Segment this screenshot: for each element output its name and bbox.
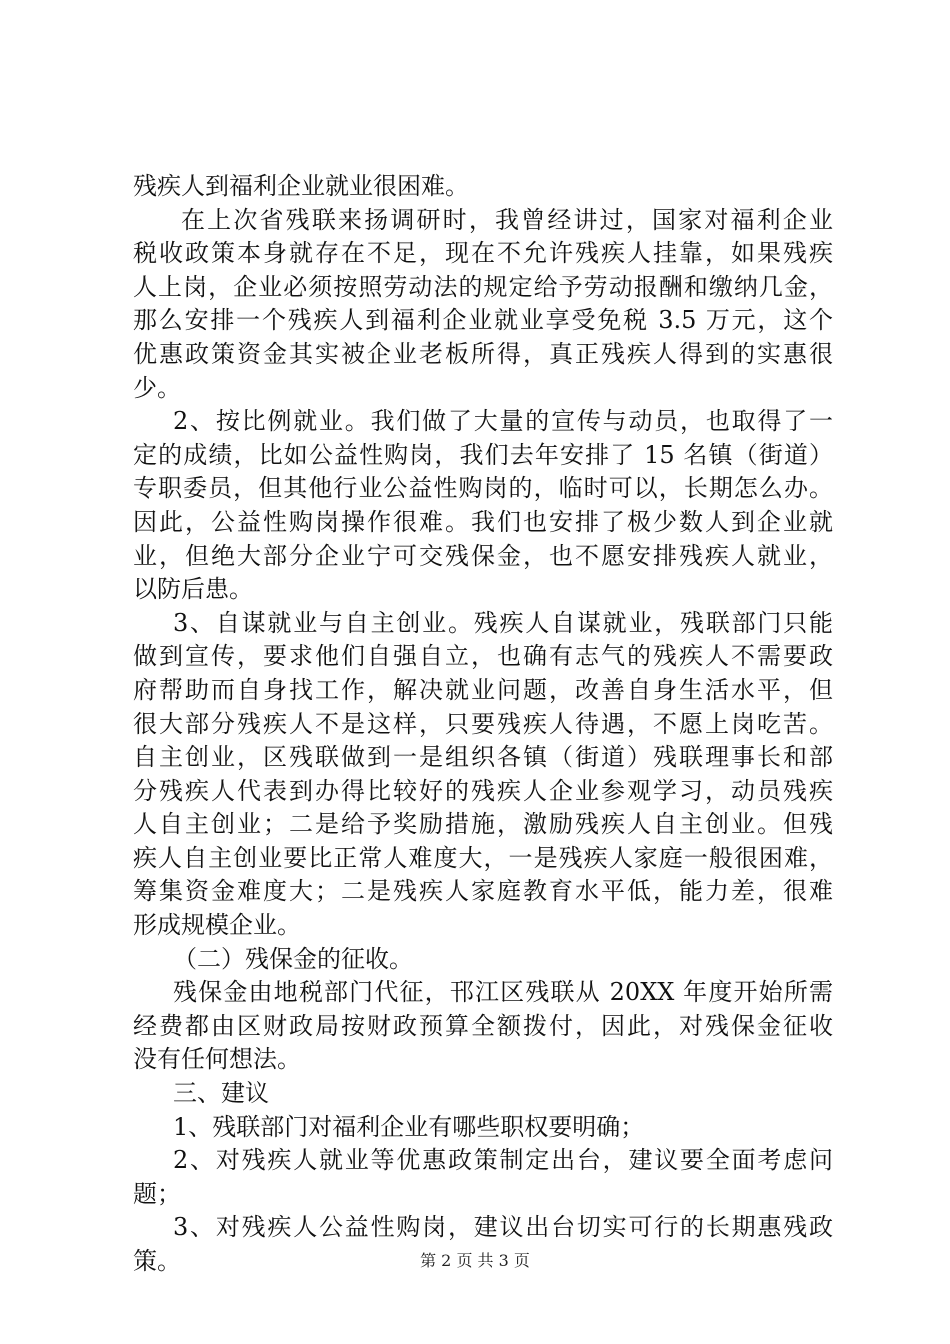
text-line: 筹集资金难度大；二是残疾人家庭教育水平低，能力差，很难	[133, 877, 833, 906]
text-line: 没有任何想法。	[133, 1045, 301, 1074]
text-line: 在上次省残联来扬调研时，我曾经讲过，国家对福利企业	[181, 205, 833, 234]
text-line: 2、对残疾人就业等优惠政策制定出台，建议要全面考虑问	[173, 1146, 833, 1175]
document-body	[133, 170, 833, 1279]
text-line: 人自主创业；二是给予奖励措施，激励残疾人自主创业。但残	[133, 810, 833, 839]
text-line: 分残疾人代表到办得比较好的残疾人企业参观学习，动员残疾	[133, 776, 833, 805]
text-line: 优惠政策资金其实被企业老板所得，真正残疾人得到的实惠很	[133, 339, 833, 368]
text-line: 以防后患。	[133, 575, 253, 604]
text-line: 2、按比例就业。我们做了大量的宣传与动员，也取得了一	[173, 407, 833, 436]
text-line: 少。	[133, 373, 181, 402]
text-line: 3、对残疾人公益性购岗，建议出台切实可行的长期惠残政	[173, 1213, 833, 1242]
text-line: 因此，公益性购岗操作很难。我们也安排了极少数人到企业就	[133, 507, 833, 536]
text-line: 3、自谋就业与自主创业。残疾人自谋就业，残联部门只能	[173, 608, 833, 637]
text-line: 那么安排一个残疾人到福利企业就业享受免税 3.5 万元，这个	[133, 306, 833, 335]
text-line: 疾人自主创业要比正常人难度大，一是残疾人家庭一般很困难，	[133, 843, 833, 872]
text-line: 税收政策本身就存在不足，现在不允许残疾人挂靠，如果残疾	[133, 239, 833, 268]
text-line: 人上岗，企业必须按照劳动法的规定给予劳动报酬和缴纳几金，	[133, 272, 833, 301]
text-line: 做到宣传，要求他们自强自立，也确有志气的残疾人不需要政	[133, 642, 833, 671]
page-footer: 第 2 页 共 3 页	[420, 1251, 530, 1270]
text-line: 三、建议	[173, 1079, 269, 1108]
text-line: 自主创业，区残联做到一是组织各镇（街道）残联理事长和部	[133, 743, 833, 772]
text-line: 残保金由地税部门代征，邗江区残联从 20XX 年度开始所需	[173, 978, 833, 1007]
text-line: 残疾人到福利企业就业很困难。	[133, 172, 469, 200]
text-line: 策。	[133, 1247, 181, 1275]
text-line: 府帮助而自身找工作，解决就业问题，改善自身生活水平，但	[133, 675, 833, 704]
text-line: 专职委员，但其他行业公益性购岗的，临时可以，长期怎么办。	[133, 474, 833, 503]
text-line: 形成规模企业。	[133, 911, 301, 940]
text-line: 定的成绩，比如公益性购岗，我们去年安排了 15 名镇（街道）	[133, 440, 833, 469]
text-line: 业，但绝大部分企业宁可交残保金，也不愿安排残疾人就业，	[133, 541, 833, 570]
text-line: 题；	[133, 1179, 181, 1208]
text-line: 1、残联部门对福利企业有哪些职权要明确；	[173, 1112, 645, 1141]
text-line: 经费都由区财政局按财政预算全额拨付，因此，对残保金征收	[133, 1011, 833, 1040]
text-line: 很大部分残疾人不是这样，只要残疾人待遇，不愿上岗吃苦。	[133, 709, 833, 738]
text-line: （二）残保金的征收。	[173, 944, 413, 973]
